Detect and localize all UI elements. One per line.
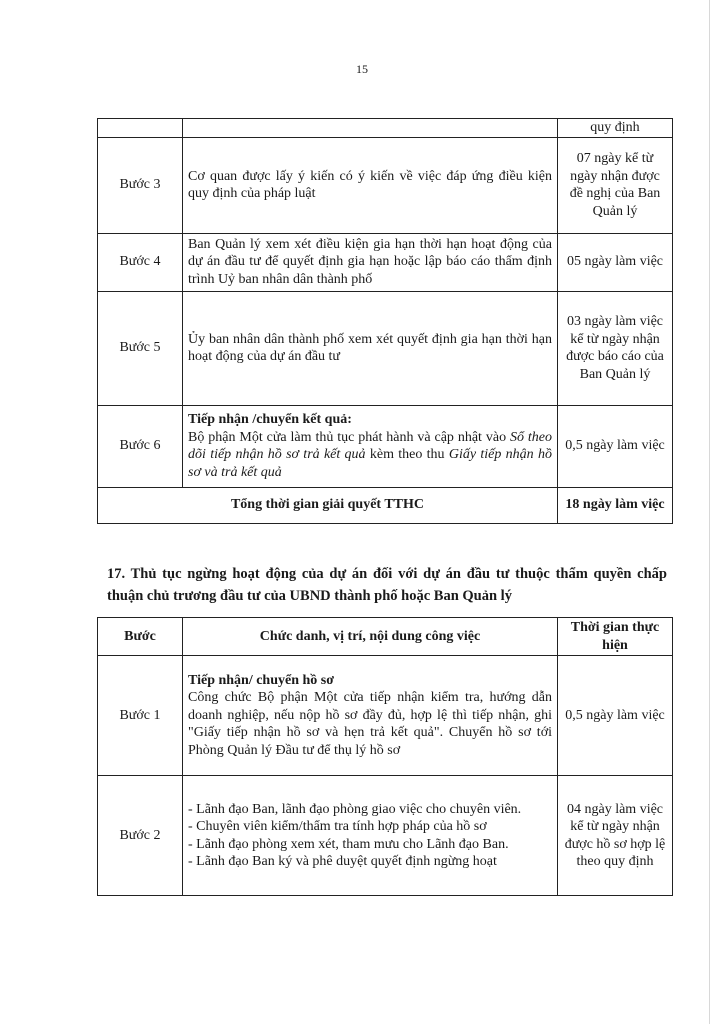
header-step: Bước [98, 618, 183, 656]
desc-cell: Ủy ban nhân dân thành phố xem xét quyết định gia hạn thời hạn hoạt động của dự án đầu tư [183, 291, 558, 405]
procedure-table-17 [97, 617, 673, 896]
table-row [98, 137, 673, 233]
desc-cell: Ban Quản lý xem xét điều kiện gia hạn thời hạn hoạt động của dự án đầu tư để quyết định gia hạn hoặc lập báo cáo thẩm định trình Uỷ ban nhân dân thành phố [183, 233, 558, 291]
step-text [188, 429, 552, 482]
step-cell: Bước 5 [98, 291, 183, 405]
table-row [98, 405, 673, 487]
time-cell: 0,5 ngày làm việc [558, 405, 673, 487]
time-cell: 04 ngày làm việc kể từ ngày nhận được hồ sơ hợp lệ theo quy định [558, 776, 673, 896]
step-cell [98, 119, 183, 138]
desc-cell [183, 119, 558, 138]
step-text: Công chức Bộ phận Một cửa tiếp nhận kiểm tra, hướng dẫn doanh nghiệp, nếu nộp hồ sơ đầy đủ, hợp lệ thì tiếp nhận, ghi "Giấy tiếp nhận hồ sơ và hẹn trả kết quả". Chuyển hồ sơ tới Phòng Quản lý Đầu tư để thụ lý hồ sơ [188, 690, 552, 758]
time-cell: 03 ngày làm việc kể từ ngày nhận được báo cáo của Ban Quản lý [558, 291, 673, 405]
table-row [98, 119, 673, 138]
section-heading: 17. Thủ tục ngừng hoạt động của dự án đối với dự án đầu tư thuộc thẩm quyền chấp thuận chủ trương đầu tư của UBND thành phố hoặc Ban Quản lý [107, 566, 667, 604]
table-row [98, 291, 673, 405]
time-cell: 0,5 ngày làm việc [558, 656, 673, 776]
desc-cell: Cơ quan được lấy ý kiến có ý kiến về việc đáp ứng điều kiện quy định của pháp luật [183, 137, 558, 233]
receipt-name: Giấy tiếp nhận hồ sơ và trả kết quả [188, 447, 552, 480]
total-row [98, 487, 673, 523]
time-cell: 05 ngày làm việc [558, 233, 673, 291]
total-time: 18 ngày làm việc [558, 487, 673, 523]
total-label: Tổng thời gian giải quyết TTHC [98, 487, 558, 523]
table-row [98, 233, 673, 291]
step-cell: Bước 2 [98, 776, 183, 896]
time-cell: 07 ngày kể từ ngày nhận được đề nghị của Ban Quản lý [558, 137, 673, 233]
header-row [98, 618, 673, 656]
text-part: kèm theo thu [365, 447, 449, 462]
page-edge [709, 0, 710, 1024]
step-cell: Bước 4 [98, 233, 183, 291]
list-item: - Chuyên viên kiểm/thẩm tra tính hợp pháp của hồ sơ [188, 819, 487, 834]
time-cell: quy định [558, 119, 673, 138]
desc-cell [183, 656, 558, 776]
table-row [98, 656, 673, 776]
list-item: - Lãnh đạo phòng xem xét, tham mưu cho Lãnh đạo Ban. [188, 836, 509, 852]
list-item: - Lãnh đạo Ban ký và phê duyệt quyết định ngừng hoạt [188, 854, 497, 869]
step-title: Tiếp nhận/ chuyển hồ sơ [188, 672, 334, 688]
desc-cell [183, 405, 558, 487]
text-part: Bộ phận Một cửa làm thủ tục phát hành và cập nhật vào [188, 429, 510, 445]
table-row [98, 776, 673, 896]
step-cell: Bước 3 [98, 137, 183, 233]
procedure-table-16 [97, 118, 673, 524]
list-item: - Lãnh đạo Ban, lãnh đạo phòng giao việc cho chuyên viên. [188, 801, 522, 817]
step-cell: Bước 6 [98, 405, 183, 487]
step-cell: Bước 1 [98, 656, 183, 776]
step-title: Tiếp nhận /chuyển kết quả: [188, 412, 352, 427]
page-number: 15 [356, 62, 368, 76]
desc-cell [183, 776, 558, 896]
header-desc: Chức danh, vị trí, nội dung công việc [183, 618, 558, 656]
register-name: Sổ theo dõi tiếp nhận hồ sơ trả kết quả [188, 429, 552, 462]
header-time: Thời gian thực hiện [558, 618, 673, 656]
